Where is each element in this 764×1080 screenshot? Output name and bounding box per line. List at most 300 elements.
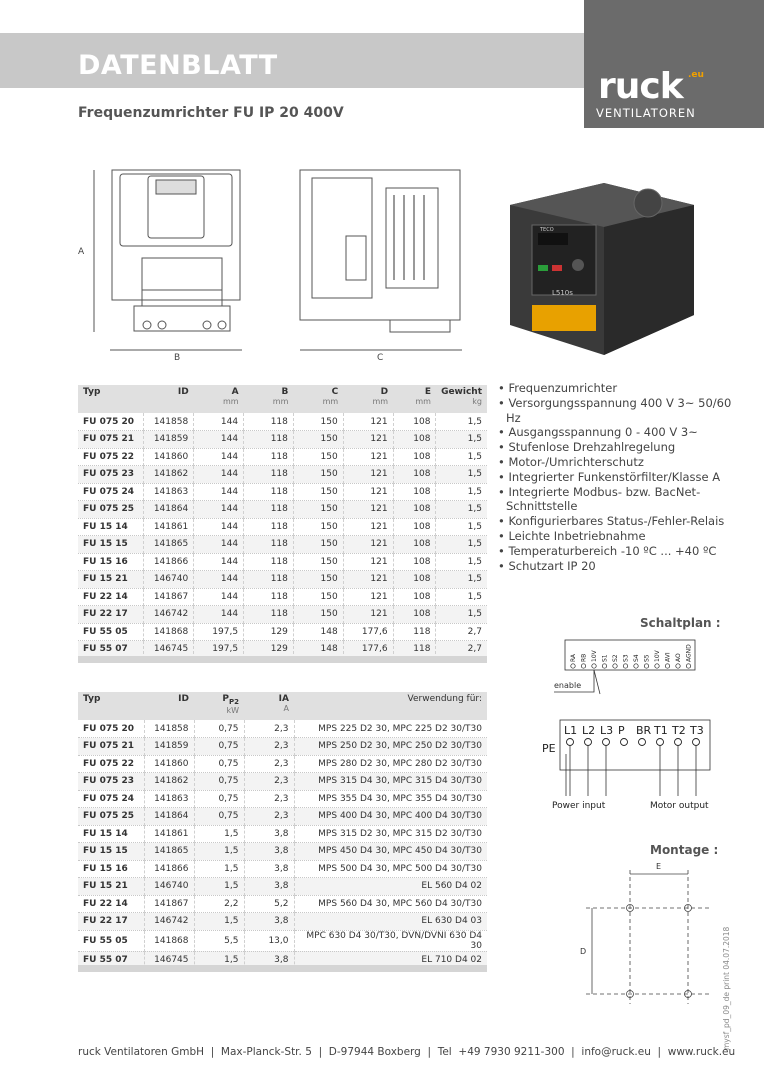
table-row (78, 413, 487, 431)
table-row (78, 623, 487, 641)
control-terminal-label: 10V (591, 650, 598, 662)
t2-cell: 141866 (144, 860, 194, 878)
table-row (78, 843, 487, 861)
label-a: A (78, 247, 85, 257)
control-terminal-label: RB (580, 653, 588, 662)
t1-cell: 141863 (144, 483, 194, 501)
t1-h-c: C (331, 387, 339, 397)
t1-cell: 1,5 (436, 536, 487, 554)
t2-cell: FU 55 07 (78, 951, 144, 969)
t2-cell: 0,75 (194, 808, 244, 826)
t2-cell: 13,0 (244, 930, 294, 951)
t2-cell: 2,3 (244, 773, 294, 791)
control-terminal-label: S5 (643, 654, 651, 662)
t1-cell: 108 (393, 431, 436, 449)
t1-cell: 108 (393, 501, 436, 519)
feature-item: • Motor-/Umrichterschutz (498, 455, 738, 470)
dimension-table (78, 385, 487, 659)
feature-item: • Integrierter Funkenstörfilter/Klasse A (498, 470, 738, 485)
control-terminal (655, 664, 659, 668)
t1-cell: 118 (393, 641, 436, 659)
t1-cell: 144 (194, 518, 244, 536)
t1-cell: 118 (244, 606, 294, 624)
t2-cell: FU 22 14 (78, 895, 144, 913)
t1-u-e: mm (415, 397, 431, 406)
label-b: B (174, 353, 181, 363)
t2-cell: 3,8 (244, 825, 294, 843)
t1-cell: 118 (244, 431, 294, 449)
t2-cell: 2,3 (244, 755, 294, 773)
t1-u-a: mm (222, 397, 239, 406)
table-row (78, 466, 487, 484)
t1-cell: 108 (393, 571, 436, 589)
t1-cell: FU 15 21 (78, 571, 144, 589)
t2-cell: 3,8 (244, 878, 294, 896)
t2-cell: 141862 (144, 773, 194, 791)
t1-cell: 141860 (144, 448, 194, 466)
t1-cell: 108 (393, 466, 436, 484)
power-terminal (567, 739, 574, 746)
t1-cell: 1,5 (436, 483, 487, 501)
t2-cell: MPS 315 D2 30, MPC 315 D2 30/T30 (294, 825, 487, 843)
power-terminal-label: L3 (600, 724, 614, 737)
power-terminal-label: T1 (654, 724, 668, 737)
t2-cell: 0,75 (194, 773, 244, 791)
t1-cell: 141862 (144, 466, 194, 484)
t2-cell: MPC 630 D4 30/T30, DVN/DVNI 630 D4 30 (294, 930, 487, 951)
t2-cell: 1,5 (194, 860, 244, 878)
t2-cell: MPS 315 D4 30, MPC 315 D4 30/T30 (294, 773, 487, 791)
control-terminal-label: S1 (601, 654, 609, 662)
t1-cell: FU 075 23 (78, 466, 144, 484)
t1-cell: 141865 (144, 536, 194, 554)
t2-h-ia: IA (278, 694, 289, 704)
table-row (78, 518, 487, 536)
t1-cell: 118 (244, 571, 294, 589)
power-terminal-label: L1 (564, 724, 578, 737)
table-row (78, 536, 487, 554)
power-terminal (585, 739, 592, 746)
page-title: DATENBLATT (78, 50, 278, 81)
t2-cell: FU 075 25 (78, 808, 144, 826)
t1-cell: 118 (244, 448, 294, 466)
table-row (78, 501, 487, 519)
t1-cell: 118 (244, 553, 294, 571)
t1-cell: 118 (244, 518, 294, 536)
t1-cell: 150 (293, 501, 343, 519)
t1-cell: 150 (293, 518, 343, 536)
table-row (78, 773, 487, 791)
t1-cell: 141861 (144, 518, 194, 536)
wiring-diagram (540, 636, 740, 816)
t1-cell: 144 (194, 606, 244, 624)
t2-cell: 3,8 (244, 843, 294, 861)
control-terminal (686, 664, 690, 668)
t1-cell: 121 (343, 501, 393, 519)
t1-cell: 108 (393, 553, 436, 571)
t1-cell: 150 (293, 431, 343, 449)
t1-cell: 108 (393, 536, 436, 554)
t2-cell: 2,3 (244, 720, 294, 738)
table-row (78, 588, 487, 606)
t1-cell: 1,5 (436, 501, 487, 519)
t2-h-typ: Typ (83, 694, 101, 704)
t2-cell: FU 55 05 (78, 930, 144, 951)
t2-cell: MPS 560 D4 30, MPC 560 D4 30/T30 (294, 895, 487, 913)
t2-cell: MPS 250 D2 30, MPC 250 D2 30/T30 (294, 738, 487, 756)
t1-cell: FU 075 25 (78, 501, 144, 519)
feature-list (498, 381, 738, 573)
t2-cell: 3,8 (244, 951, 294, 969)
power-terminal (621, 739, 628, 746)
t1-cell: 197,5 (194, 641, 244, 659)
table-row (78, 825, 487, 843)
t1-cell: 150 (293, 571, 343, 589)
t1-cell: FU 22 14 (78, 588, 144, 606)
t1-cell: 1,5 (436, 588, 487, 606)
t2-cell: MPS 355 D4 30, MPC 355 D4 30/T30 (294, 790, 487, 808)
t1-cell: 141858 (144, 413, 194, 431)
t2-h-verwendung: Verwendung für: (407, 694, 482, 704)
t1-cell: 146740 (144, 571, 194, 589)
t1-cell: 141864 (144, 501, 194, 519)
t1-cell: 121 (343, 483, 393, 501)
t1-cell: 121 (343, 553, 393, 571)
usage-table (78, 692, 487, 969)
feature-item: • Leichte Inbetriebnahme (498, 529, 738, 544)
t1-cell: 129 (244, 623, 294, 641)
control-terminal (665, 664, 669, 668)
t1-cell: FU 075 20 (78, 413, 144, 431)
t1-cell: 150 (293, 553, 343, 571)
logo-eu: .eu (688, 70, 704, 80)
power-terminal (639, 739, 646, 746)
t2-cell: EL 560 D4 02 (294, 878, 487, 896)
t1-cell: 144 (194, 553, 244, 571)
t1-cell: 121 (343, 448, 393, 466)
table-row (78, 606, 487, 624)
t2-cell: 3,8 (244, 913, 294, 931)
t1-cell: 144 (194, 501, 244, 519)
t2-cell: 0,75 (194, 755, 244, 773)
t1-cell: 148 (293, 623, 343, 641)
t1-h-typ: Typ (83, 387, 101, 397)
feature-item: • Temperaturbereich -10 ºC ... +40 ºC (498, 544, 738, 559)
t1-cell: 144 (194, 448, 244, 466)
t1-cell: 1,5 (436, 466, 487, 484)
t2-cell: 3,8 (244, 860, 294, 878)
t1-cell: 144 (194, 483, 244, 501)
t1-cell: 2,7 (436, 641, 487, 659)
feature-item: • Versorgungsspannung 400 V 3~ 50/60 Hz (498, 396, 738, 426)
t1-cell: 108 (393, 483, 436, 501)
t1-cell: 1,5 (436, 448, 487, 466)
t1-cell: 118 (244, 588, 294, 606)
motor-output-label: Motor output (650, 801, 709, 811)
t1-cell: 118 (244, 501, 294, 519)
t1-cell: 141867 (144, 588, 194, 606)
t1-cell: FU 22 17 (78, 606, 144, 624)
t1-cell: 2,7 (436, 623, 487, 641)
t1-cell: 146745 (144, 641, 194, 659)
t2-cell: FU 15 14 (78, 825, 144, 843)
t1-cell: 108 (393, 606, 436, 624)
t1-cell: 150 (293, 466, 343, 484)
feature-item: • Schutzart IP 20 (498, 559, 738, 574)
t1-cell: FU 075 24 (78, 483, 144, 501)
t2-cell: EL 710 D4 02 (294, 951, 487, 969)
control-terminal-label: AO (675, 653, 682, 662)
t2-cell: FU 075 21 (78, 738, 144, 756)
power-input-label: Power input (552, 801, 606, 811)
t1-cell: 121 (343, 431, 393, 449)
feature-item: • Ausgangsspannung 0 - 400 V 3~ (498, 425, 738, 440)
t2-cell: FU 15 15 (78, 843, 144, 861)
t1-cell: 1,5 (436, 413, 487, 431)
t1-h-e: E (424, 387, 431, 397)
photo-model: L510s (552, 289, 573, 297)
t1-cell: FU 55 05 (78, 623, 144, 641)
t1-cell: 177,6 (343, 641, 393, 659)
t2-h-id: ID (178, 694, 189, 704)
t1-cell: 197,5 (194, 623, 244, 641)
t1-cell: 150 (293, 536, 343, 554)
t2-h-p2: $P_{P2}$ (222, 694, 239, 706)
t1-cell: 141868 (144, 623, 194, 641)
table-row (78, 860, 487, 878)
power-terminal (675, 739, 682, 746)
t1-u-b: mm (272, 397, 289, 406)
t1-cell: 144 (194, 466, 244, 484)
t1-cell: 144 (194, 571, 244, 589)
control-terminal (634, 664, 638, 668)
control-terminal (592, 664, 596, 668)
t1-cell: 118 (244, 536, 294, 554)
table-row (78, 913, 487, 931)
control-terminal (623, 664, 627, 668)
t1-cell: 144 (194, 536, 244, 554)
t1-cell: 129 (244, 641, 294, 659)
t1-cell: 121 (343, 466, 393, 484)
t2-cell: FU 075 23 (78, 773, 144, 791)
t1-cell: 141866 (144, 553, 194, 571)
table-row (78, 895, 487, 913)
t1-cell: 108 (393, 588, 436, 606)
power-terminal-label: P (618, 724, 625, 737)
t1-cell: 1,5 (436, 431, 487, 449)
t2-cell: 2,2 (194, 895, 244, 913)
power-terminal (693, 739, 700, 746)
t2-cell: 5,5 (194, 930, 244, 951)
t2-cell: 141863 (144, 790, 194, 808)
logo-word: ruck (598, 66, 683, 107)
t1-cell: 150 (293, 483, 343, 501)
power-terminal-label: BR (636, 724, 652, 737)
t1-h-gewicht: Gewicht (441, 387, 482, 397)
table-row (78, 738, 487, 756)
t1-cell: FU 15 16 (78, 553, 144, 571)
feature-item: • Stufenlose Drehzahlregelung (498, 440, 738, 455)
t1-cell: FU 15 15 (78, 536, 144, 554)
power-terminal (603, 739, 610, 746)
t2-cell: 5,2 (244, 895, 294, 913)
product-photo (498, 165, 710, 370)
t1-h-id: ID (177, 387, 189, 397)
table-row (78, 448, 487, 466)
t2-cell: EL 630 D4 03 (294, 913, 487, 931)
t2-cell: MPS 500 D4 30, MPC 500 D4 30/T30 (294, 860, 487, 878)
t1-cell: 1,5 (436, 518, 487, 536)
t1-cell: 150 (293, 588, 343, 606)
table-row (78, 755, 487, 773)
page-subtitle: Frequenzumrichter FU IP 20 400V (78, 105, 344, 121)
t1-cell: 121 (343, 518, 393, 536)
enable-label: enable (554, 681, 582, 690)
t1-cell: 150 (293, 606, 343, 624)
t1-cell: 1,5 (436, 606, 487, 624)
t2-cell: 146745 (144, 951, 194, 969)
schaltplan-title: Schaltplan : (640, 616, 721, 630)
control-terminal-label: S3 (622, 654, 630, 662)
t1-cell: 108 (393, 413, 436, 431)
t1-cell: 118 (393, 623, 436, 641)
label-c: C (377, 353, 384, 363)
t1-cell: 121 (343, 606, 393, 624)
table-row (78, 553, 487, 571)
montage-title: Montage : (650, 843, 719, 857)
t2-cell: MPS 400 D4 30, MPC 400 D4 30/T30 (294, 808, 487, 826)
t2-cell: 141868 (144, 930, 194, 951)
control-terminal (644, 664, 648, 668)
t1-cell: 177,6 (343, 623, 393, 641)
t1-cell: FU 55 07 (78, 641, 144, 659)
print-note: mysf_pd_09_de print 04.07.2018 (722, 926, 731, 1050)
ruck-logo (584, 0, 764, 128)
t1-cell: 150 (293, 413, 343, 431)
t1-cell: FU 075 22 (78, 448, 144, 466)
control-terminal (581, 664, 585, 668)
t2-cell: 1,5 (194, 878, 244, 896)
power-terminal (657, 739, 664, 746)
t2-cell: FU 075 20 (78, 720, 144, 738)
t1-cell: FU 075 21 (78, 431, 144, 449)
table-row (78, 483, 487, 501)
t2-cell: 0,75 (194, 720, 244, 738)
t1-cell: 148 (293, 641, 343, 659)
table-row (78, 878, 487, 896)
photo-brand: TECO (540, 227, 554, 233)
feature-item: • Frequenzumrichter (498, 381, 738, 396)
t2-footer-bar (78, 965, 487, 972)
t2-u-kw: kW (226, 705, 239, 715)
t2-cell: MPS 225 D2 30, MPC 225 D2 30/T30 (294, 720, 487, 738)
t2-cell: 146742 (144, 913, 194, 931)
t2-h-p2-text: P2 (228, 697, 239, 706)
t1-cell: 146742 (144, 606, 194, 624)
t2-cell: 2,3 (244, 738, 294, 756)
t1-u-d: mm (372, 397, 389, 406)
table-row (78, 808, 487, 826)
mounting-diagram (572, 858, 722, 1008)
feature-item: • Integrierte Modbus- bzw. BacNet-Schnittstelle (498, 485, 738, 515)
t1-u-kg: kg (472, 397, 482, 406)
power-terminal-label: L2 (582, 724, 596, 737)
t1-h-b: B (281, 387, 289, 397)
t1-cell: 150 (293, 448, 343, 466)
t2-cell: 0,75 (194, 738, 244, 756)
t2-cell: 141861 (144, 825, 194, 843)
t2-cell: 141864 (144, 808, 194, 826)
t1-u-c: mm (322, 397, 339, 406)
control-terminal (571, 664, 575, 668)
feature-item: • Konfigurierbares Status-/Fehler-Relais (498, 514, 738, 529)
t2-cell: 141859 (144, 738, 194, 756)
control-terminal (613, 664, 617, 668)
t1-cell: 118 (244, 466, 294, 484)
power-terminal-label: T3 (690, 724, 704, 737)
power-terminal-label: T2 (672, 724, 686, 737)
t1-cell: 121 (343, 588, 393, 606)
t2-cell: 1,5 (194, 951, 244, 969)
t1-cell: 121 (343, 536, 393, 554)
t2-cell: FU 075 24 (78, 790, 144, 808)
t2-cell: 2,3 (244, 790, 294, 808)
control-terminal-label: S2 (612, 654, 619, 662)
label-d: D (580, 947, 587, 956)
t2-cell: FU 15 16 (78, 860, 144, 878)
t2-cell: 141858 (144, 720, 194, 738)
t1-cell: 108 (393, 518, 436, 536)
t1-cell: FU 15 14 (78, 518, 144, 536)
t2-cell: FU 15 21 (78, 878, 144, 896)
t2-cell: 1,5 (194, 913, 244, 931)
t1-cell: 1,5 (436, 553, 487, 571)
t1-cell: 118 (244, 483, 294, 501)
t2-cell: FU 075 22 (78, 755, 144, 773)
table-row (78, 431, 487, 449)
t1-cell: 144 (194, 431, 244, 449)
t2-cell: 1,5 (194, 843, 244, 861)
control-terminal-label: AVI (664, 652, 672, 662)
t1-cell: 108 (393, 448, 436, 466)
t2-cell: 141867 (144, 895, 194, 913)
t1-cell: 144 (194, 413, 244, 431)
t2-cell: FU 22 17 (78, 913, 144, 931)
t2-cell: 2,3 (244, 808, 294, 826)
table-row (78, 790, 487, 808)
t2-cell: 141860 (144, 755, 194, 773)
t1-cell: 121 (343, 571, 393, 589)
table-row (78, 930, 487, 951)
t1-footer-bar (78, 656, 487, 663)
control-terminal-label: S4 (633, 654, 640, 662)
table-row (78, 720, 487, 738)
table-row (78, 571, 487, 589)
control-terminal-label: AGND (685, 644, 693, 662)
t2-cell: MPS 280 D2 30, MPC 280 D2 30/T30 (294, 755, 487, 773)
t2-cell: 0,75 (194, 790, 244, 808)
t1-cell: 144 (194, 588, 244, 606)
pe-label: PE (542, 742, 556, 755)
label-e: E (656, 862, 662, 871)
t1-h-d: D (380, 387, 389, 397)
control-terminal (676, 664, 680, 668)
t1-cell: 118 (244, 413, 294, 431)
control-terminal-label: 10V (654, 650, 661, 662)
t1-h-a: A (231, 387, 239, 397)
technical-drawing (70, 160, 490, 370)
t2-cell: MPS 450 D4 30, MPC 450 D4 30/T30 (294, 843, 487, 861)
